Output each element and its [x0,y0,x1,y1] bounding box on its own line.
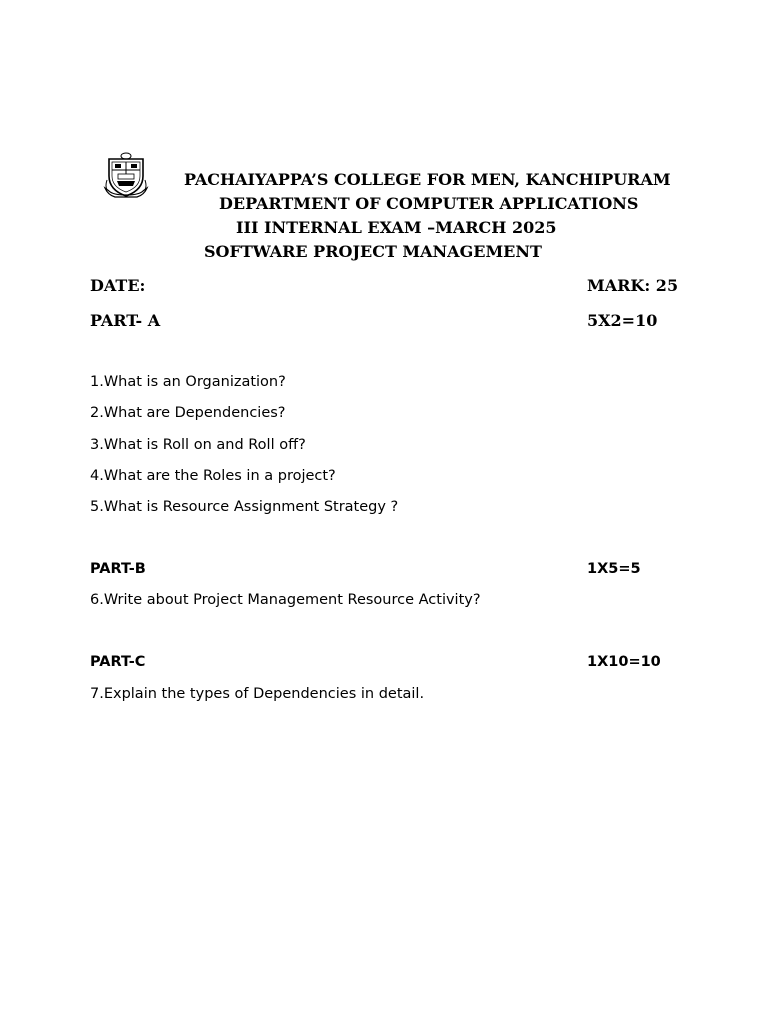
college-emblem-icon [103,150,149,202]
question-4: 4.What are the Roles in a project? [90,468,336,484]
question-1: 1.What is an Organization? [90,374,286,390]
part-b-title: PART-B [90,561,146,577]
question-6: 6.Write about Project Management Resource Activity? [90,592,481,608]
part-c-title: PART-C [90,654,146,670]
part-b-marks: 1X5=5 [587,561,641,577]
date-label: DATE: [90,276,146,295]
department-name: DEPARTMENT OF COMPUTER APPLICATIONS [219,194,639,213]
part-c-marks: 1X10=10 [587,654,661,670]
part-a-marks: 5X2=10 [587,311,658,330]
question-3: 3.What is Roll on and Roll off? [90,437,306,453]
subject-title: SOFTWARE PROJECT MANAGEMENT [204,242,542,261]
college-name: PACHAIYAPPA’S COLLEGE FOR MEN, KANCHIPURAM [184,170,671,189]
question-7: 7.Explain the types of Dependencies in detail. [90,686,425,702]
total-marks: MARK: 25 [587,276,679,295]
part-a-title: PART- A [90,311,161,330]
question-5: 5.What is Resource Assignment Strategy ? [90,499,399,515]
exam-title: III INTERNAL EXAM –MARCH 2025 [236,218,557,237]
question-2: 2.What are Dependencies? [90,405,286,421]
